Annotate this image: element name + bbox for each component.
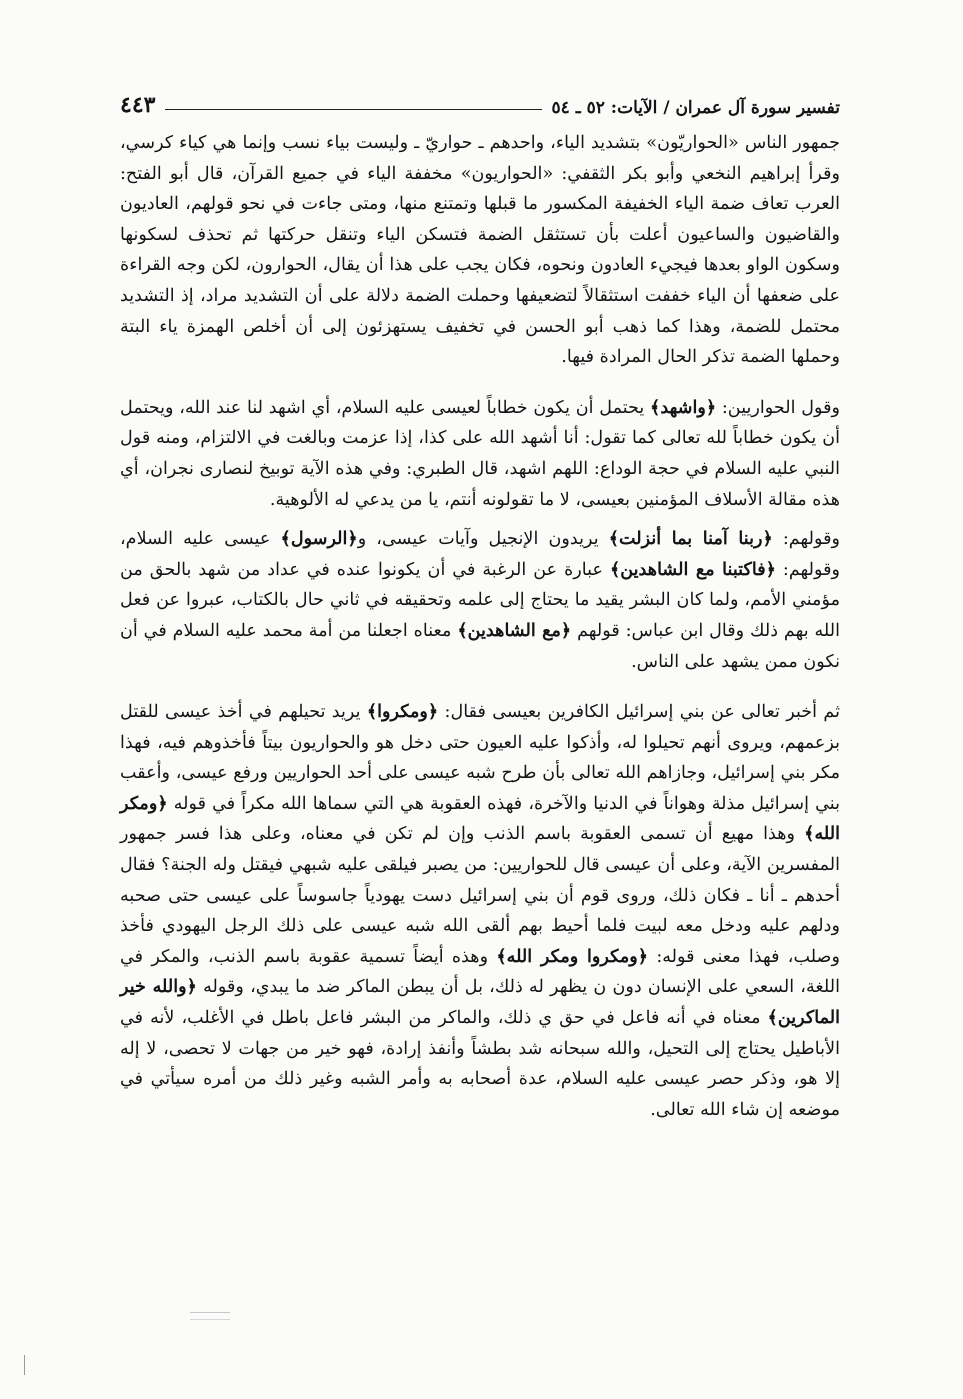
paragraph-text: معناه اجعلنا من أمة محمد عليه السلام في أن نكون ممن يشهد على الناس. [120, 620, 840, 672]
paragraph-text: عيسى عليه السلام، وقولهم: [120, 529, 840, 580]
running-header [120, 78, 840, 118]
quran-quote: ﴿ومكر الله﴾ [120, 792, 840, 845]
quran-quote: ﴿ربنا آمنا بما أنزلت﴾ [608, 528, 773, 550]
quran-quote: ﴿الرسول﴾ [280, 528, 358, 550]
quran-quote: ﴿ومكروا ومكر الله﴾ [496, 945, 649, 967]
quran-quote: ﴿واشهد﴾ [650, 396, 717, 418]
paragraph-text: وهذا مهيع أن تسمى العقوبة باسم الذنب وإن لم تكن في معناه، وعلى هذا فسر جمهور المفسرين الآية، وعلى أن عيسى قال للحواريين: من يصبر فيلقى عليه شبهي فيقتل وله الجنة؟ فقال أحدهم ـ أنا ـ فكان ذلك، وروى قوم أن بني إسرائيل دست يهودياً جاسوساً على عيسى حتى صحبه ودلهم عليه ودخل معه لبيت فلما أحيط بهم ألقى الله شبه عيسى على ذلك الرجل اليهودي فأخذ وصلب، فهذا معنى قوله: [120, 824, 840, 967]
paragraph-text: وقولهم: [772, 529, 840, 550]
paragraph-text: يريدون الإنجيل وآيات عيسى، و [357, 529, 609, 550]
quran-quote: ﴿والله خير الماكرين﴾ [120, 976, 840, 1029]
paragraph-text: يحتمل أن يكون خطاباً لعيسى عليه السلام، أي اشهد لنا عند الله، ويحتمل أن يكون خطاباً لله تعالى كما تقول: أنا أشهد الله على كذا، إذا عزمت وبالغت في الالتزام، ومنه قول النبي عليه السلام في حجة الوداع: اللهم اشهد، قال الطبري: وفي هذه الآية توبيخ لنصارى نجران، أي هذه مقالة الأسلاف المؤمنين بعيسى، لا ما تقولونه أنتم، يا من يدعي له الألوهية. [120, 397, 840, 510]
paragraph [120, 128, 840, 373]
margin-mark [24, 1355, 25, 1375]
paragraph [120, 393, 840, 515]
paragraph-text: ثم أخبر تعالى عن بني إسرائيل الكافرين بعيسى فقال: [438, 702, 840, 723]
paragraph-text: وقول الحواريين: [716, 397, 840, 418]
running-title: تفسير سورة آل عمران / الآيات: ٥٢ ـ ٥٤ [551, 98, 840, 118]
paragraph-text: جمهور الناس «الحواريّون» بتشديد الياء، واحدهم ـ حواريّ ـ وليست بياء نسب وإنما هي كياء كرسي، وقرأ إبراهيم النخعي وأبو بكر الثقفي: «الحواريون» مخففة الياء في جميع القرآن، قال أبو الفتح: العرب تعاف ضمة الياء الخفيفة المكسور ما قبلها وتمتنع منها، ومتى جاءت في نحو قولهم، العاديون والقاضيون والساعيون أعلت بأن تستثقل الضمة فتسكن الياء وتنقل حركتها ثم تحذف لسكونها وسكون الواو بعدها فيجيء العادون ونحوه، فكان يجب على هذا أن يقال، الحوارون، لكن وجه القراءة على ضعفها أن الياء خففت استثقالاً لتضعيفها وحملت الضمة دلالة على أن التشديد مراد، إذ التشديد محتمل للضمة، وهذا كما ذهب أبو الحسن في تخفيف يستهزئون إلى أن أخلص الهمزة ياء البتة وحملها الضمة تذكر الحال المرادة فيها. [120, 133, 840, 368]
page-body [120, 128, 840, 1125]
paragraph [120, 697, 840, 1125]
paragraph-text: معناه في أنه فاعل في حق ي ذلك، والماكر من البشر فاعل باطل في الأغلب، لأنه في الأباطيل يحتاج إلى التحيل، والله سبحانه شد بطشاً وأنفذ إرادة، فهو خير من جهات لا تحصى، لا إله إلا هو، وذكر حصر عيسى عليه السلام، عدة أصحابه به وأمر الشبه وغير ذلك من أمره سيأتي في موضعه إن شاء الله تعالى. [120, 1008, 840, 1120]
quran-quote: ﴿فاكتبنا مع الشاهدين﴾ [609, 558, 776, 580]
paragraph [120, 524, 840, 677]
page-number: ٤٤٣ [120, 92, 156, 118]
quran-quote: ﴿ومكروا﴾ [366, 701, 439, 723]
paragraph-text: وهذه أيضاً تسمية عقوبة باسم الذنب، والمكر في اللغة، السعي على الإنسان دون ن يظهر له ذلك، بل أن يبطن الماكر ضد ما يبدي، وقوله [120, 946, 840, 998]
scan-smudge [190, 1312, 230, 1320]
book-page [120, 78, 840, 1125]
quran-quote: ﴿مع الشاهدين﴾ [457, 619, 572, 641]
header-rule [165, 109, 541, 110]
paragraph-text: عبارة عن الرغبة في أن يكونوا عنده في عداد من شهد بالحق من مؤمني الأمم، ولما كان البشر يقيد ما يحتاج إلى علمه وتحقيقه في ثاني حال بالكتاب، عبروا عن فعل الله بهم ذلك وقال ابن عباس: قولهم [120, 559, 840, 641]
paragraph-text: يريد تحيلهم في أخذ عيسى للقتل بزعمهم، ويروى أنهم تحيلوا له، وأذكوا عليه العيون حتى دخل هو والحواريون بيتاً فأخذوهم فيه، فهذا مكر بني إسرائيل، وجازاهم الله تعالى بأن طرح شبه عيسى على أحد الحواريين ورفع عيسى، وأعقب بني إسرائيل مذلة وهواناً في الدنيا والآخرة، فهذه العقوبة هي التي سماها الله مكراً في قوله [120, 702, 840, 814]
